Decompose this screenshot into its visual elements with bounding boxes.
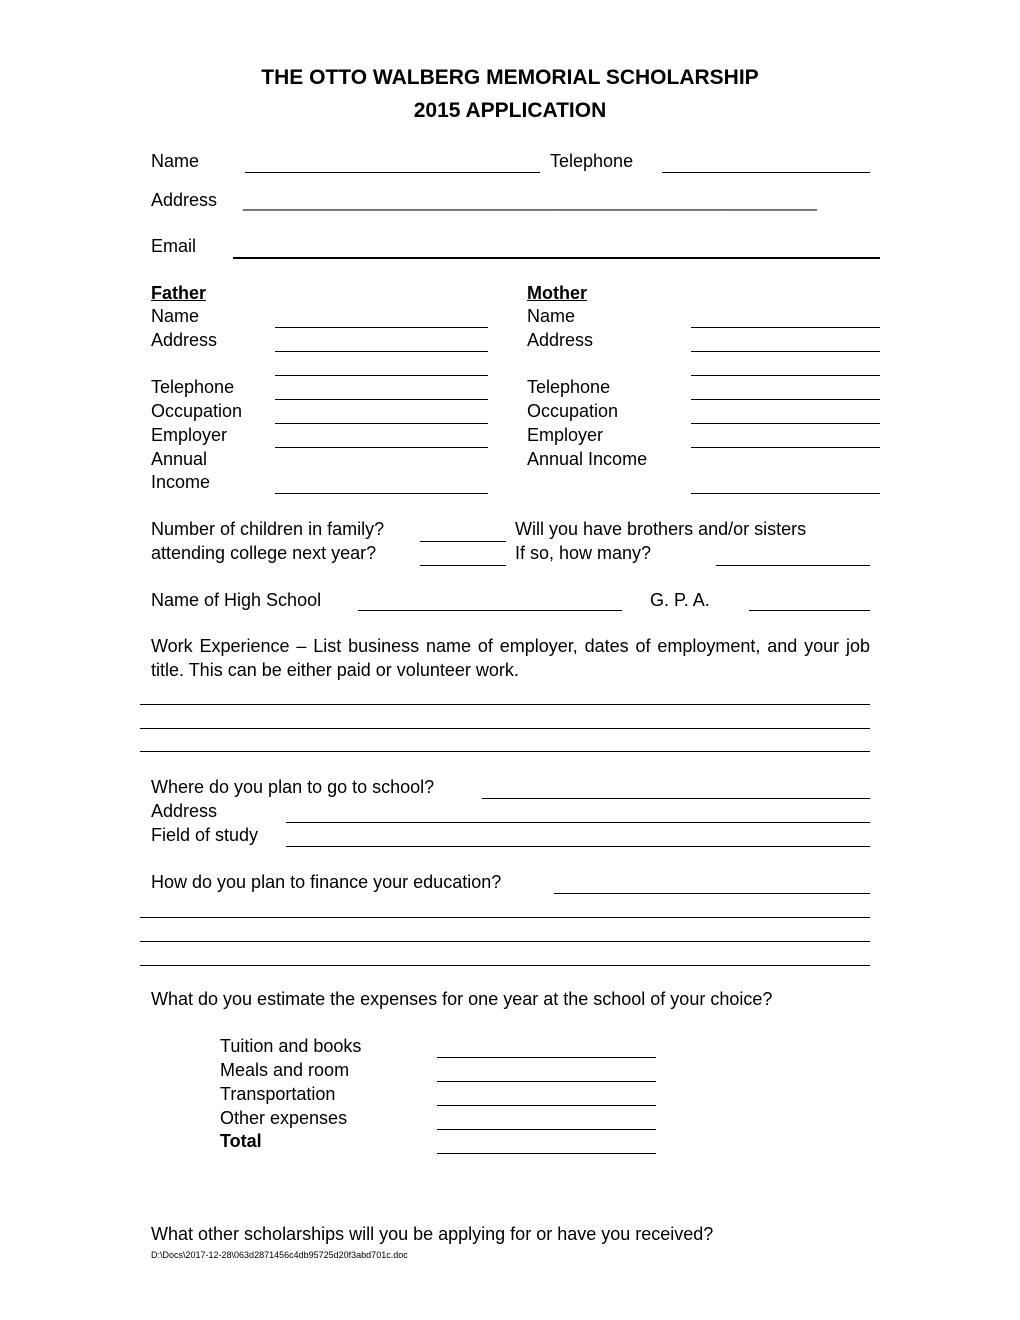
father-name-field[interactable]	[275, 327, 488, 328]
mother-address-label: Address	[527, 330, 594, 350]
school-address-label: Address	[151, 801, 218, 821]
mother-employer-field[interactable]	[691, 447, 880, 448]
mother-income-field[interactable]	[691, 493, 880, 494]
work-experience-text: Work Experience – List business name of employer, dates of employment, and your job title. This can be either paid or volunteer work.	[151, 636, 870, 680]
form-title: THE OTTO WALBERG MEMORIAL SCHOLARSHIP	[261, 66, 759, 89]
father-address-label: Address	[151, 330, 218, 350]
meals-field[interactable]	[437, 1081, 656, 1082]
mother-name-label: Name	[527, 306, 576, 326]
father-address-field[interactable]	[275, 351, 488, 352]
father-income-field[interactable]	[275, 493, 488, 494]
finance-label: How do you plan to finance your education?	[151, 872, 502, 892]
expense-transportation-label: Transportation	[220, 1084, 336, 1104]
expense-meals-label: Meals and room	[220, 1060, 350, 1080]
father-income-label: Income	[151, 472, 211, 492]
address-field[interactable]: _______________________________________________________________	[243, 192, 817, 211]
email-field[interactable]	[233, 257, 880, 259]
mother-telephone-field[interactable]	[691, 399, 880, 400]
email-label: Email	[151, 236, 197, 256]
father-employer-field[interactable]	[275, 447, 488, 448]
footer-file-path: D:\Docs\2017-12-28\063d2871456c4db95725d20f3abd701c.doc	[151, 1250, 408, 1260]
attending-field[interactable]	[420, 565, 506, 566]
how-many-field[interactable]	[716, 565, 870, 566]
finance-field-3[interactable]	[140, 941, 870, 942]
expense-other-label: Other expenses	[220, 1108, 348, 1128]
mother-telephone-label: Telephone	[527, 377, 611, 397]
address-label: Address	[151, 190, 218, 210]
school-field[interactable]	[482, 798, 870, 799]
mother-income-label: Annual Income	[527, 449, 648, 469]
total-field[interactable]	[437, 1153, 656, 1154]
how-many-label: If so, how many?	[515, 543, 652, 563]
gpa-label: G. P. A.	[650, 590, 710, 610]
children-field[interactable]	[420, 541, 506, 542]
work-field-1[interactable]	[140, 704, 870, 705]
field-of-study-label: Field of study	[151, 825, 259, 845]
finance-field[interactable]	[554, 893, 870, 894]
other-expenses-field[interactable]	[437, 1129, 656, 1130]
form-subtitle: 2015 APPLICATION	[413, 99, 607, 122]
mother-heading: Mother	[527, 283, 587, 303]
father-telephone-label: Telephone	[151, 377, 235, 397]
father-occupation-label: Occupation	[151, 401, 243, 421]
finance-field-4[interactable]	[140, 965, 870, 966]
field-of-study-field[interactable]	[286, 846, 870, 847]
work-field-2[interactable]	[140, 728, 870, 729]
mother-employer-label: Employer	[527, 425, 604, 445]
father-name-label: Name	[151, 306, 200, 326]
finance-field-2[interactable]	[140, 917, 870, 918]
mother-occupation-label: Occupation	[527, 401, 619, 421]
telephone-field[interactable]	[662, 172, 870, 173]
expense-tuition-label: Tuition and books	[220, 1036, 362, 1056]
high-school-label: Name of High School	[151, 590, 322, 610]
gpa-field[interactable]	[749, 610, 870, 611]
transportation-field[interactable]	[437, 1105, 656, 1106]
attending-label: attending college next year?	[151, 543, 377, 563]
telephone-label: Telephone	[550, 151, 634, 171]
father-occupation-field[interactable]	[275, 423, 488, 424]
name-field[interactable]	[245, 172, 540, 173]
name-label: Name	[151, 151, 200, 171]
children-label: Number of children in family?	[151, 519, 385, 539]
father-heading: Father	[151, 283, 207, 303]
mother-name-field[interactable]	[691, 327, 880, 328]
scholarships-question: What other scholarships will you be applying for or have you received?	[151, 1224, 714, 1244]
mother-address-field[interactable]	[691, 351, 880, 352]
school-address-field[interactable]	[286, 822, 870, 823]
work-field-3[interactable]	[140, 751, 870, 752]
father-employer-label: Employer	[151, 425, 228, 445]
where-school-label: Where do you plan to go to school?	[151, 777, 435, 797]
mother-occupation-field[interactable]	[691, 423, 880, 424]
father-address-field-2[interactable]	[275, 375, 488, 376]
high-school-field[interactable]	[358, 610, 622, 611]
expenses-question: What do you estimate the expenses for one year at the school of your choice?	[151, 989, 773, 1009]
father-telephone-field[interactable]	[275, 399, 488, 400]
expense-total-label: Total	[220, 1131, 262, 1151]
tuition-field[interactable]	[437, 1057, 656, 1058]
mother-address-field-2[interactable]	[691, 375, 880, 376]
siblings-label: Will you have brothers and/or sisters	[515, 519, 807, 539]
father-annual-label: Annual	[151, 449, 208, 469]
